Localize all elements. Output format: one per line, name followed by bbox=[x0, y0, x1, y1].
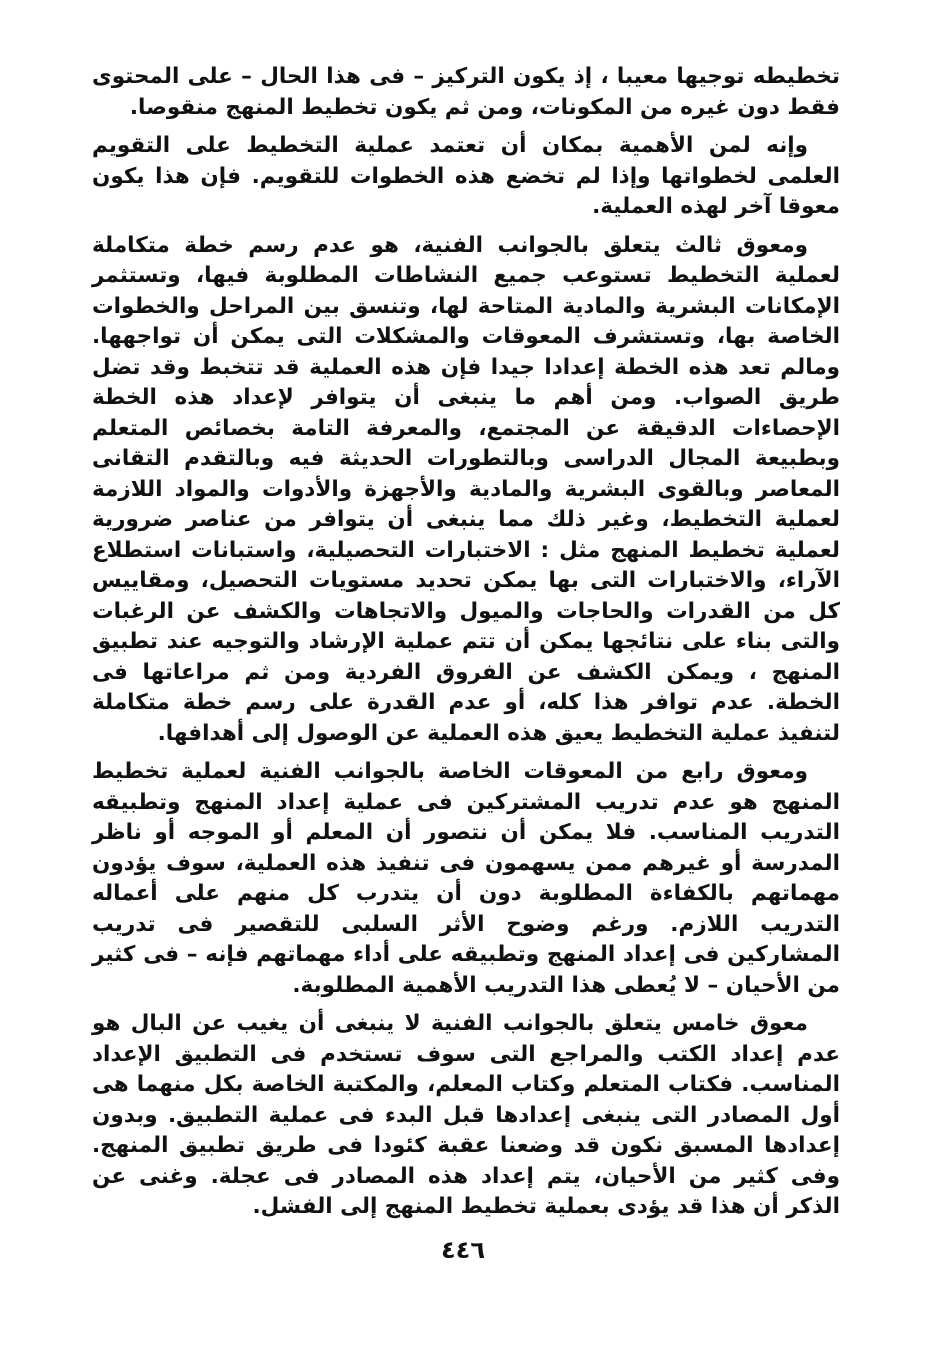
paragraph-5: معوق خامس يتعلق بالجوانب الفنية لا ينبغى أن يغيب عن البال هو عدم إعداد الكتب والمراجع التى سوف تستخدم فى التطبيق الإعداد المناسب. فكتاب المتعلم وكتاب المعلم، والمكتبة الخاصة بكل منهما هى أول المصادر التى ينبغى إعدادها قبل البدء فى عملية التطبيق. وبدون إعدادها المسبق نكون قد وضعنا عقبة كئودا فى طريق تطبيق المنهج. وفى كثير من الأحيان، يتم إعداد هذه المصادر فى عجلة. وغنى عن الذكر أن هذا قد يؤدى بعملية تخطيط المنهج إلى الفشل. bbox=[92, 1011, 840, 1219]
page-body bbox=[92, 62, 840, 1223]
paragraph-4: ومعوق رابع من المعوقات الخاصة بالجوانب الفنية لعملية تخطيط المنهج هو عدم تدريب المشتركين فى عملية إعداد المنهج وتطبيقه التدريب المناسب. فلا يمكن أن نتصور أن المعلم أو الموجه أو ناظر المدرسة أو غيرهم ممن يسهمون فى تنفيذ هذه العملية، سوف يؤدون مهماتهم بالكفاءة المطلوبة دون أن يتدرب كل منهم على أعماله التدريب اللازم. ورغم وضوح الأثر السلبى للتقصير فى تدريب المشاركين فى إعداد المنهج وتطبيقه على أداء مهماتهم فإنه – فى كثير من الأحيان – لا يُعطى هذا التدريب الأهمية المطلوبة. bbox=[92, 759, 840, 998]
paragraph-3: ومعوق ثالث يتعلق بالجوانب الفنية، هو عدم رسم خطة متكاملة لعملية التخطيط تستوعب جميع النشاطات المطلوبة فيها، وتستثمر الإمكانات البشرية والمادية المتاحة لها، وتنسق بين المراحل والخطوات الخاصة بها، وتستشرف المعوقات والمشكلات التى يمكن أن تواجهها. ومالم تعد هذه الخطة إعدادا جيدا فإن هذه العملية قد تتخبط وقد تضل طريق الصواب. ومن أهم ما ينبغى أن يتوافر لإعداد هذه الخطة الإحصاءات الدقيقة عن المجتمع، والمعرفة التامة بخصائص المتعلم وبطبيعة المجال الدراسى وبالتطورات الحديثة فيه وبالتقدم التقانى المعاصر وبالقوى البشرية والمادية والأجهزة والأدوات والمواد اللازمة لعملية التخطيط، وغير ذلك مما ينبغى أن يتوافر من عناصر ضرورية لعملية تخطيط المنهج مثل : الاختبارات التحصيلية، واستبانات استطلاع الآراء، والاختبارات التى بها يمكن تحديد مستويات التحصيل، ومقاييس كل من القدرات والحاجات والميول والاتجاهات والكشف عن الرغبات والتى بناء على نتائجها يمكن أن تتم عملية الإرشاد والتوجيه عند تطبيق المنهج ، ويمكن الكشف عن الفروق الفردية ومن ثم مراعاتها فى الخطة. عدم توافر هذا كله، أو عدم القدرة على رسم خطة متكاملة لتنفيذ عملية التخطيط يعيق هذه العملية عن الوصول إلى أهدافها. bbox=[92, 232, 840, 746]
paragraph-2: وإنه لمن الأهمية بمكان أن تعتمد عملية التخطيط على التقويم العلمى لخطواتها وإذا لم تخضع هذه الخطوات للتقويم. فإن هذا يكون معوقا آخر لهذه العملية. bbox=[92, 133, 840, 219]
paragraph-1: تخطيطه توجيها معيبا ، إذ يكون التركيز – فى هذا الحال – على المحتوى فقط دون غيره من المكونات، ومن ثم يكون تخطيط المنهج منقوصا. bbox=[92, 64, 840, 120]
page-number: ٤٤٦ bbox=[441, 1236, 485, 1264]
